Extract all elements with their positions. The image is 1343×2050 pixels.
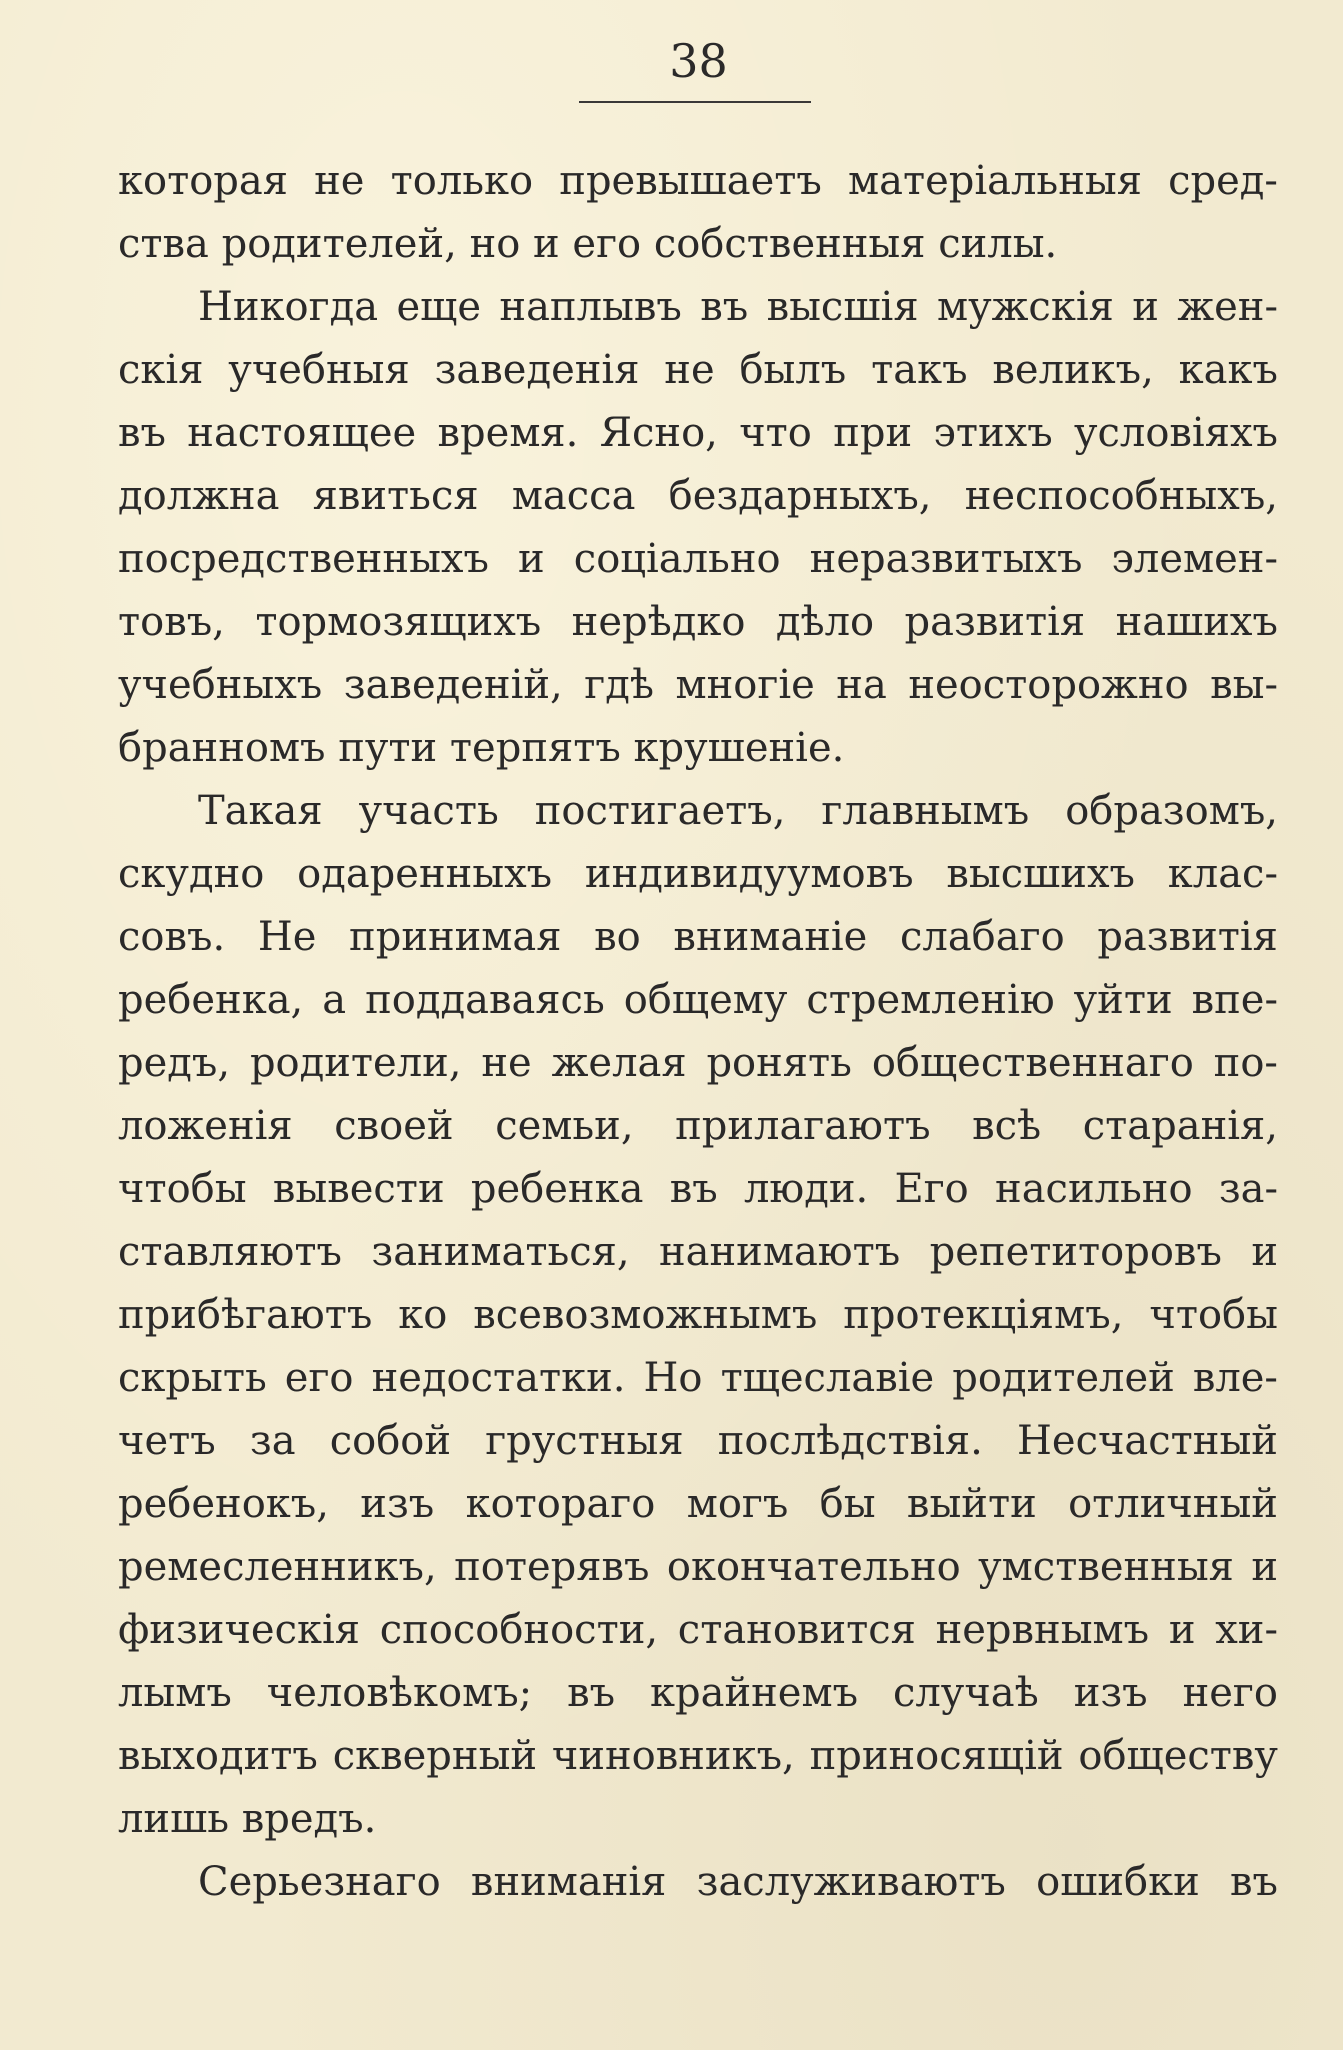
text-line: четъ за собой грустныя послѣдствія. Несчастный	[118, 1418, 1278, 1464]
text-line: товъ, тормозящихъ нерѣдко дѣло развитія нашихъ	[118, 599, 1278, 645]
text-line: совъ. Не принимая во вниманіе слабаго развитія	[118, 914, 1278, 960]
text-line: Никогда еще наплывъ въ высшія мужскія и жен-	[198, 284, 1278, 330]
text-line: посредственныхъ и соціально неразвитыхъ элемен-	[118, 536, 1278, 582]
text-line: лымъ человѣкомъ; въ крайнемъ случаѣ изъ него	[118, 1670, 1278, 1716]
text-line: физическія способности, становится нервнымъ и хи-	[118, 1607, 1278, 1653]
text-line: ремесленникъ, потерявъ окончательно умственныя и	[118, 1544, 1278, 1590]
paragraph	[118, 276, 1278, 780]
text-line: должна явиться масса бездарныхъ, неспособныхъ,	[118, 473, 1278, 519]
text-line: скудно одаренныхъ индивидуумовъ высшихъ клас-	[118, 851, 1278, 897]
paragraph	[118, 1851, 1278, 1914]
text-line: бранномъ пути терпятъ крушеніе.	[118, 725, 845, 771]
text-line: ства родителей, но и его собственныя силы.	[118, 221, 1058, 267]
paragraph	[118, 780, 1278, 1851]
page-number-rule	[579, 101, 811, 103]
paragraph	[118, 150, 1278, 276]
text-line: которая не только превышаетъ матеріальныя сред-	[118, 158, 1278, 204]
text-line: лишь вредъ.	[118, 1796, 377, 1842]
text-line: въ настоящее время. Ясно, что при этихъ условіяхъ	[118, 410, 1278, 456]
text-line: учебныхъ заведеній, гдѣ многіе на неосторожно вы-	[118, 662, 1278, 708]
text-line: ложенія своей семьи, прилагаютъ всѣ старанія,	[118, 1103, 1278, 1149]
body-text	[118, 150, 1278, 1914]
text-line: чтобы вывести ребенка въ люди. Его насильно за-	[118, 1166, 1278, 1212]
page-number: 38	[669, 34, 728, 88]
text-line: прибѣгаютъ ко всевозможнымъ протекціямъ, чтобы	[118, 1292, 1278, 1338]
text-line: ребенка, а поддаваясь общему стремленію уйти впе-	[118, 977, 1278, 1023]
text-line: Такая участь постигаетъ, главнымъ образомъ,	[198, 788, 1278, 834]
text-line: редъ, родители, не желая ронять общественнаго по-	[118, 1040, 1278, 1086]
text-line: ставляютъ заниматься, нанимаютъ репетиторовъ и	[118, 1229, 1278, 1275]
text-line: Серьезнаго вниманія заслуживаютъ ошибки въ	[198, 1859, 1278, 1905]
text-line: скрыть его недостатки. Но тщеславіе родителей вле-	[118, 1355, 1278, 1401]
text-line: выходитъ скверный чиновникъ, приносящій обществу	[118, 1733, 1278, 1779]
text-line: ребенокъ, изъ котораго могъ бы выйти отличный	[118, 1481, 1278, 1527]
text-line: скія учебныя заведенія не былъ такъ великъ, какъ	[118, 347, 1278, 393]
